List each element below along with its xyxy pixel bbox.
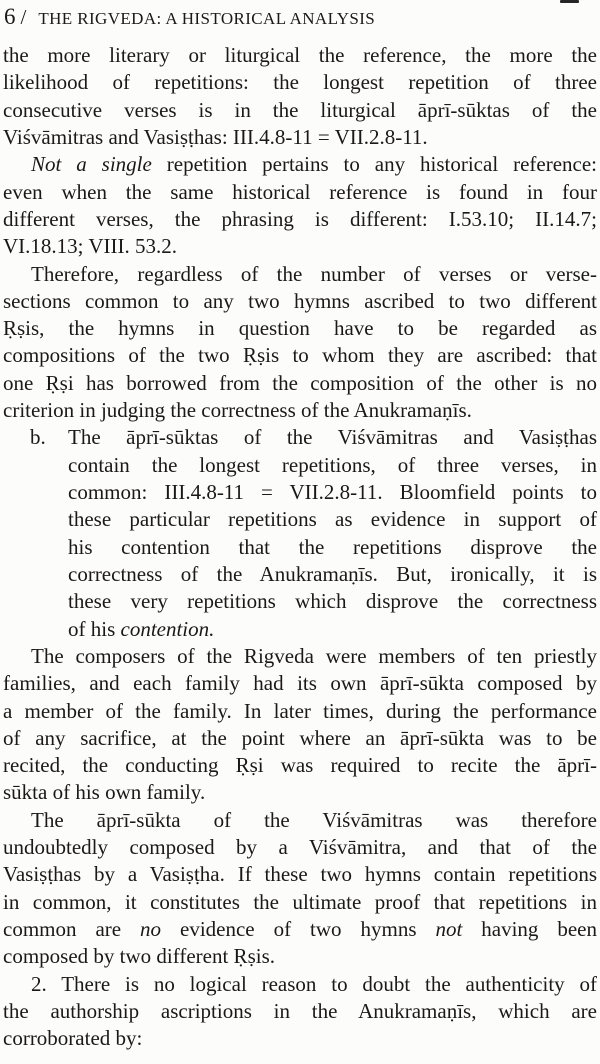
paragraph [3, 643, 597, 807]
text-line: composed by two different Ṛṣis. [3, 944, 275, 969]
scan-artifact [560, 0, 579, 3]
page-body [3, 42, 597, 1053]
text-line: in common, it constitutes the ultimate proof that repetitions in [3, 889, 597, 914]
text-line: contain the longest repetitions, of three verses, in [68, 452, 597, 477]
text-line: recited, the conducting Ṛṣi was required to recite the āprī- [3, 753, 597, 778]
text-line: compositions of the two Ṛṣis to whom they are ascribed: that [3, 343, 597, 368]
text-line: Ṛṣis, the hymns in question have to be regarded as [3, 316, 597, 341]
text-line: of his contention. [68, 616, 215, 641]
running-title: THE RIGVEDA: A HISTORICAL ANALYSIS [38, 9, 376, 28]
text-line: The āprī-sūktas of the Viśvāmitras and Vasiṣṭhas [68, 425, 597, 450]
list-item-label: b. [30, 425, 46, 450]
text-line: Therefore, regardless of the number of verses or verse- [31, 261, 597, 286]
text-line: The composers of the Rigveda were members of ten priestly [31, 643, 597, 668]
text-line: common are no evidence of two hymns not having been [3, 917, 597, 941]
header-separator: / [20, 5, 27, 29]
text-line: of any sacrifice, at the point where an āprī-sūkta was to be [3, 725, 597, 750]
page-number: 6 [4, 4, 16, 29]
text-line: likelihood of repetitions: the longest repetition of three [3, 70, 597, 95]
paragraph [3, 42, 597, 151]
text-line: Vasiṣṭhas by a Vasiṣṭha. If these two hymns contain repetitions [3, 862, 597, 887]
text-line: VI.18.13; VIII. 53.2. [3, 234, 178, 259]
text-line: families, and each family had its own āprī-sūkta composed by [3, 671, 597, 696]
text-line: common: III.4.8-11 = VII.2.8-11. Bloomfield points to [68, 480, 597, 504]
paragraph [3, 971, 597, 1053]
text-line: undoubtedly composed by a Viśvāmitra, and that of the [3, 835, 597, 860]
text-line: the authorship ascriptions in the Anukramaṇīs, which are [3, 998, 597, 1023]
text-line: different verses, the phrasing is different: I.53.10; II.14.7; [3, 206, 597, 231]
text-line: his contention that the repetitions disprove the [68, 534, 597, 559]
text-line: sūkta of his own family. [3, 780, 206, 805]
paragraph [3, 261, 597, 425]
text-line: even when the same historical reference is found in four [3, 179, 597, 204]
text-line: consecutive verses is in the liturgical āprī-sūktas of the [3, 97, 597, 122]
text-line: sections common to any two hymns ascribed to two different [3, 288, 597, 313]
running-header [4, 4, 597, 30]
text-line: the more literary or liturgical the reference, the more the [3, 43, 597, 67]
text-line: Viśvāmitras and Vasiṣṭhas: III.4.8-11 = VII.2.8-11. [3, 124, 428, 149]
list-item [30, 424, 597, 643]
text-line: criterion in judging the correctness of the Anukramaṇīs. [3, 398, 472, 423]
text-line: correctness of the Anukramaṇīs. But, ironically, it is [68, 561, 597, 586]
text-line: The āprī-sūkta of the Viśvāmitras was therefore [31, 807, 597, 832]
text-line: corroborated by: [3, 1026, 143, 1051]
text-line: Not a single repetition pertains to any historical reference: [31, 152, 597, 177]
text-line: one Ṛṣi has borrowed from the composition of the other is no [3, 370, 597, 395]
paragraph [3, 151, 597, 260]
text-line: these particular repetitions as evidence in support of [68, 507, 597, 532]
text-line: these very repetitions which disprove the correctness [68, 589, 597, 614]
text-line: 2. There is no logical reason to doubt the authenticity of [31, 971, 597, 996]
paragraph [3, 807, 597, 971]
text-line: a member of the family. In later times, during the performance [3, 698, 597, 723]
